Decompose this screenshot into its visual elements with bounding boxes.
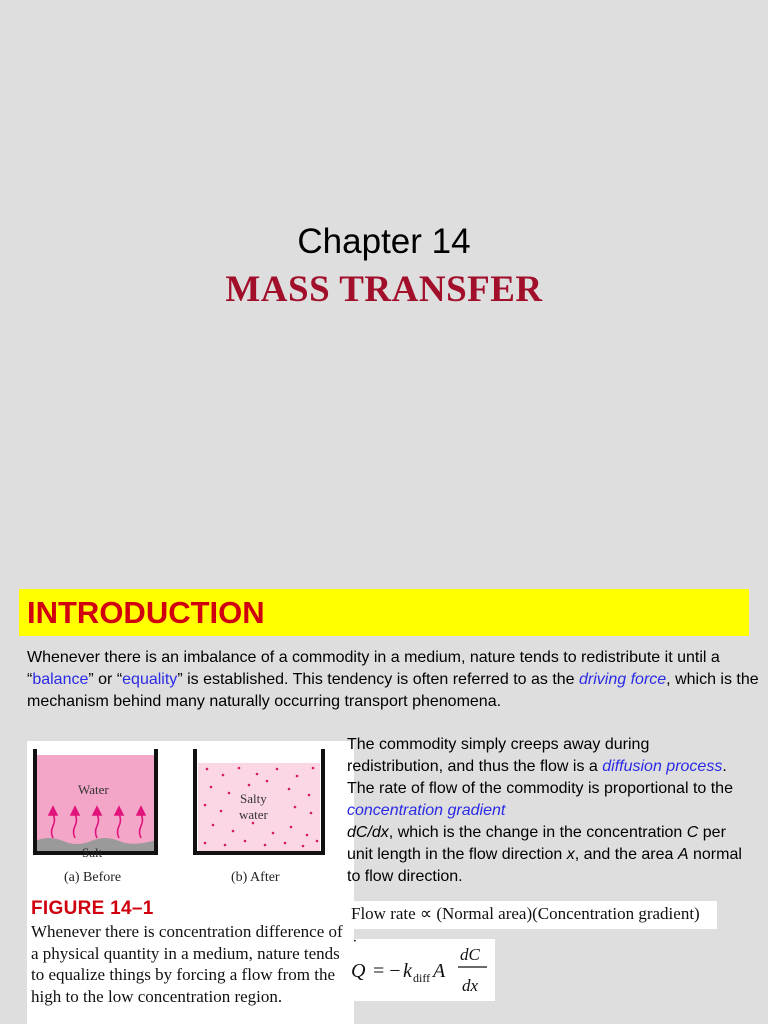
chapter-title: MASS TRANSFER: [225, 269, 543, 310]
salt-label: Salt: [82, 845, 103, 860]
keyword-driving-force: driving force: [579, 671, 667, 688]
svg-text:dC: dC: [460, 945, 480, 964]
svg-text:k: k: [403, 960, 412, 982]
caption-after: (b) After: [231, 870, 280, 885]
intro-paragraph: Whenever there is an imbalance of a commodity in a medium, nature tends to redistribute it until a “balance” or “equality” is established. This tendency is often referred to as the driving force, which is the mechanism behind many naturally occurring transport phenomena.: [27, 649, 759, 710]
salty-label-line1: Salty: [240, 791, 267, 806]
chapter-number: Chapter 14: [297, 222, 471, 261]
salty-label-line2: water: [239, 807, 268, 822]
keyword-equality: equality: [122, 671, 178, 688]
diffusion-paragraph: The commodity simply creeps away during redistribution, and thus the flow is a diffusion process. The rate of flow of the commodity is proportional to the concentration gradient dC/dx, which is the change in the concentration C per unit length in the flow direction x, and the area A normal to flow direction.: [347, 736, 742, 885]
water-label: Water: [78, 782, 109, 797]
svg-text:A: A: [433, 960, 446, 982]
svg-text:Q: Q: [351, 960, 366, 982]
figure-label: FIGURE 14–1: [31, 898, 154, 919]
diffusion-illustration: [27, 741, 354, 866]
introduction-banner: [19, 589, 749, 636]
figure-caption: Whenever there is concentration difference of a physical quantity in a medium, nature tends to equalize things by forcing a flow from the high to the low concentration region.: [31, 922, 343, 1006]
keyword-diffusion-process: diffusion process: [602, 758, 723, 775]
introduction-heading: INTRODUCTION: [27, 595, 265, 630]
keyword-balance: balance: [32, 671, 89, 688]
svg-text:diff: diff: [413, 971, 431, 985]
caption-before: (a) Before: [64, 870, 122, 885]
svg-text:dx: dx: [462, 976, 479, 995]
equation-render: [347, 939, 495, 1001]
figure-14-1: [27, 741, 354, 1024]
svg-text:= −: = −: [373, 960, 401, 982]
keyword-concentration-gradient: concentration gradient: [347, 802, 506, 819]
fick-law-equation: [347, 939, 495, 1001]
svg-text:˙: ˙: [352, 939, 358, 955]
flow-rate-relation: Flow rate ∝ (Normal area)(Concentration gradient): [347, 901, 717, 929]
